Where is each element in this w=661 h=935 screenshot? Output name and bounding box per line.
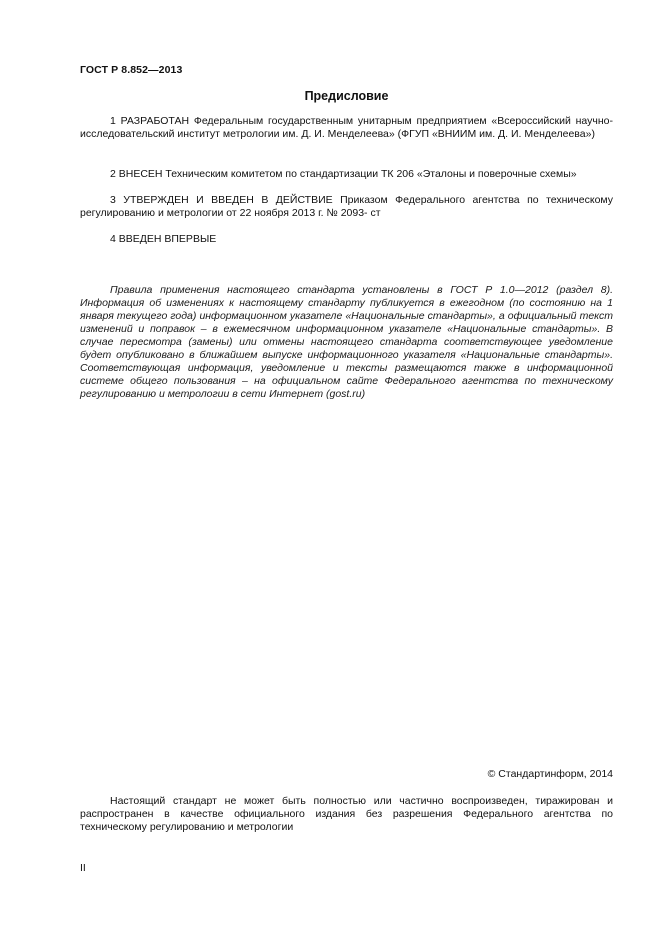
- document-code: ГОСТ Р 8.852—2013: [80, 64, 183, 76]
- section-title: Предисловие: [304, 89, 389, 103]
- foreword-item-3: 3 УТВЕРЖДЕН И ВВЕДЕН В ДЕЙСТВИЕ Приказом Федерального агентства по техническому регулированию и метрологии от 22 ноября 2013 г. № 2093- ст: [80, 194, 613, 219]
- application-rules-note: Правила применения настоящего стандарта установлены в ГОСТ Р 1.0—2012 (раздел 8). Информация об изменениях к настоящему стандарту публикуется в ежегодном (по состоянию на 1 января текущего года) информационном указателе «Национальные стандарты», а официальный текст изменений и поправок – в ежемесячном информационном указателе «Национальные стандарты». В случае пересмотра (замены) или отмены настоящего стандарта соответствующее уведомление будет опубликовано в ближайшем выпуске информационного указателя «Национальные стандарты». Соответствующая информация, уведомление и тексты размещаются также в информационной системе общего пользования – на официальном сайте Федерального агентства по техническому регулированию и метрологии в сети Интернет (gost.ru): [80, 284, 613, 400]
- foreword-item-4: 4 ВВЕДЕН ВПЕРВЫЕ: [110, 233, 217, 245]
- copyright-notice: © Стандартинформ, 2014: [487, 768, 613, 780]
- foreword-item-2: 2 ВНЕСЕН Техническим комитетом по стандартизации ТК 206 «Эталоны и поверочные схемы»: [110, 168, 577, 180]
- reproduction-disclaimer: Настоящий стандарт не может быть полностью или частично воспроизведен, тиражирован и распространен в качестве официального издания без разрешения Федерального агентства по техническому регулированию и метрологии: [80, 795, 613, 833]
- page-number: II: [80, 862, 86, 874]
- foreword-item-1: 1 РАЗРАБОТАН Федеральным государственным унитарным предприятием «Всероссийский научно-исследовательский институт метрологии им. Д. И. Менделеева» (ФГУП «ВНИИМ им. Д. И. Менделеева»): [80, 115, 613, 140]
